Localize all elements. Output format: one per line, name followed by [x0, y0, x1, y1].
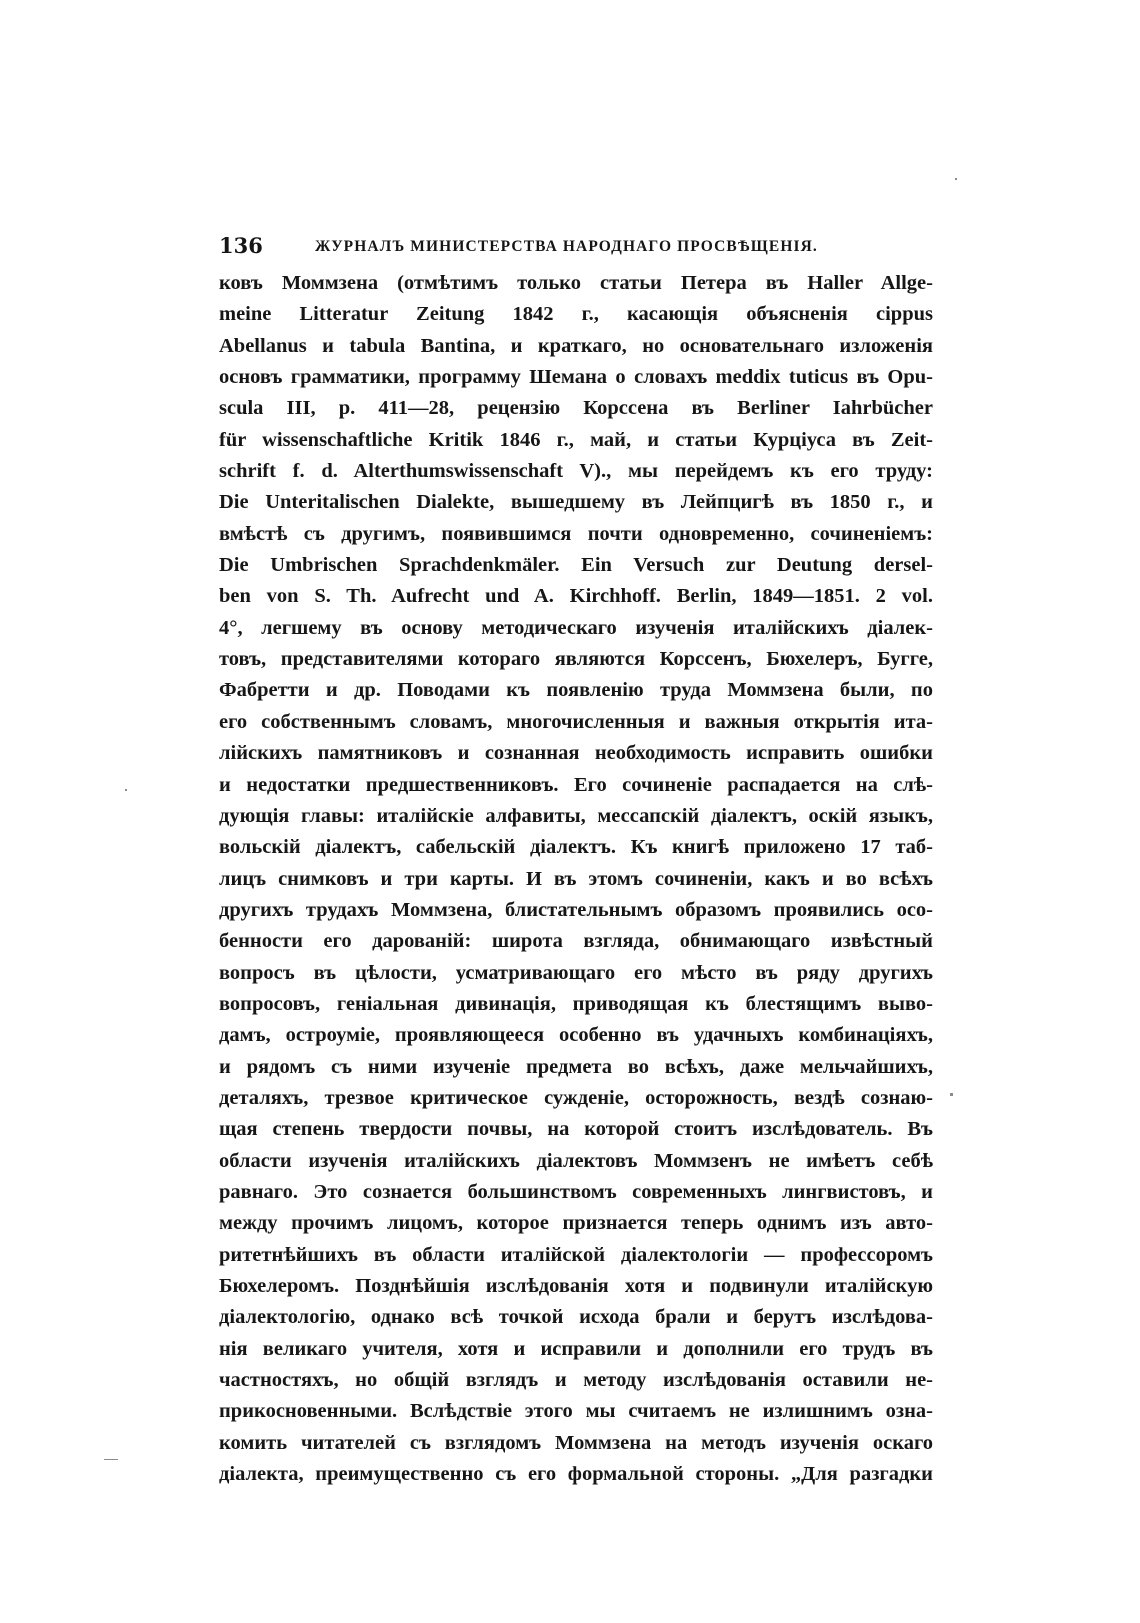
text-line: равнаго. Это сознается большинствомъ современныхъ лингвистовъ, и [219, 1180, 933, 1203]
text-line: ben von S. Th. Aufrecht und A. Kirchhoff. Berlin, 1849—1851. 2 vol. [219, 585, 933, 608]
text-line: между прочимъ лицомъ, которое признается теперь однимъ изъ авто- [219, 1212, 933, 1235]
text-line: Бюхелеромъ. Позднѣйшія изслѣдованія хотя и подвинули италійскую [219, 1275, 933, 1297]
text-line: и рядомъ съ ними изученіе предмета во всѣхъ, даже мельчайшихъ, [219, 1055, 933, 1078]
text-line: основъ грамматики, программу Шемана о словахъ meddix tuticus въ Opu- [219, 366, 933, 389]
text-line: комить читателей съ взглядомъ Моммзена на методъ изученія оскаго [219, 1431, 933, 1454]
text-line: 4°, легшему въ основу методическаго изученія италійскихъ діалек- [219, 616, 933, 639]
text-line: области изученія италійскихъ діалектовъ Моммзенъ не имѣетъ себѣ [219, 1149, 933, 1172]
text-line: Фабретти и др. Поводами къ появленію труда Моммзена были, по [219, 679, 933, 702]
text-line: ковъ Моммзена (отмѣтимъ только статьи Петера въ Haller Allge- [219, 272, 933, 294]
scan-speck [104, 1459, 118, 1460]
scan-speck [955, 178, 957, 180]
text-line: его собственнымъ словамъ, многочисленныя и важныя открытія ита- [219, 710, 933, 733]
scan-speck [125, 789, 127, 791]
text-line: Die Unteritalischen Dialekte, вышедшему въ Лейпцигѣ въ 1850 г., и [219, 491, 933, 514]
text-line: für wissenschaftliche Kritik 1846 г., май, и статьи Курціуса въ Zeit- [219, 428, 933, 451]
text-line: нія великаго учителя, хотя и исправили и дополнили его трудъ въ [219, 1337, 933, 1360]
text-line: деталяхъ, трезвое критическое сужденіе, осторожность, вездѣ сознаю- [219, 1086, 933, 1109]
text-line: ритетнѣйшихъ въ области италійской діалектологіи — профессоромъ [219, 1243, 933, 1266]
text-line: и недостатки предшественниковъ. Его сочиненіе распадается на слѣ- [219, 773, 933, 796]
text-line: дамъ, остроуміе, проявляющееся особенно въ удачныхъ комбинаціяхъ, [219, 1024, 933, 1047]
text-line: лійскихъ памятниковъ и сознанная необходимость исправить ошибки [219, 742, 933, 765]
scan-speck [950, 1093, 953, 1096]
text-line: лицъ снимковъ и три карты. И въ этомъ сочиненіи, какъ и во всѣхъ [219, 867, 933, 890]
text-line: вольскій діалектъ, сабельскій діалектъ. Къ книгѣ приложено 17 таб- [219, 836, 933, 859]
text-line: частностяхъ, но общій взглядъ и методу изслѣдованія оставили не- [219, 1369, 933, 1392]
page-number: 136 [219, 233, 263, 258]
text-line: дующія главы: италійскіе алфавиты, мессапскій діалектъ, оскій языкъ, [219, 804, 933, 827]
text-line: вмѣстѣ съ другимъ, появившимся почти одновременно, сочиненіемъ: [219, 522, 933, 545]
text-line: Die Umbrischen Sprachdenkmäler. Ein Versuch zur Deutung dersel- [219, 554, 933, 577]
text-line: другихъ трудахъ Моммзена, блистательнымъ образомъ проявились осо- [219, 898, 933, 921]
text-line: schrift f. d. Alterthumswissenschaft V)., мы перейдемъ къ его труду: [219, 460, 933, 483]
text-line: прикосновенными. Вслѣдствіе этого мы считаемъ не излишнимъ озна- [219, 1400, 933, 1423]
text-line: щая степень твердости почвы, на которой стоитъ изслѣдователь. Въ [219, 1118, 933, 1141]
text-line: бенности его дарованій: широта взгляда, обнимающаго извѣстный [219, 930, 933, 953]
text-line: scula III, p. 411—28, рецензію Корссена въ Berliner Iahrbücher [219, 397, 933, 420]
text-line: товъ, представителями котораго являются Корссенъ, Бюхелеръ, Бугге, [219, 648, 933, 671]
text-line: вопросовъ, геніальная дивинація, приводящая къ блестящимъ выво- [219, 992, 933, 1015]
text-line: вопросъ въ цѣлости, усматривающаго его мѣсто въ ряду другихъ [219, 961, 933, 984]
text-line: meine Litteratur Zeitung 1842 г., касающія объясненія cippus [219, 303, 933, 326]
page-header [219, 232, 879, 262]
body-text [219, 268, 933, 1490]
text-line: діалекта, преимущественно съ его формальной стороны. „Для разгадки [219, 1463, 933, 1486]
text-line: Abellanus и tabula Bantina, и краткаго, но основательнаго изложенія [219, 334, 933, 357]
text-line: діалектологію, однако всѣ точкой исхода брали и берутъ изслѣдова- [219, 1306, 933, 1329]
running-title: ЖУРНАЛЪ МИНИСТЕРСТВА НАРОДНАГО ПРОСВѢЩЕНІЯ. [315, 238, 818, 255]
